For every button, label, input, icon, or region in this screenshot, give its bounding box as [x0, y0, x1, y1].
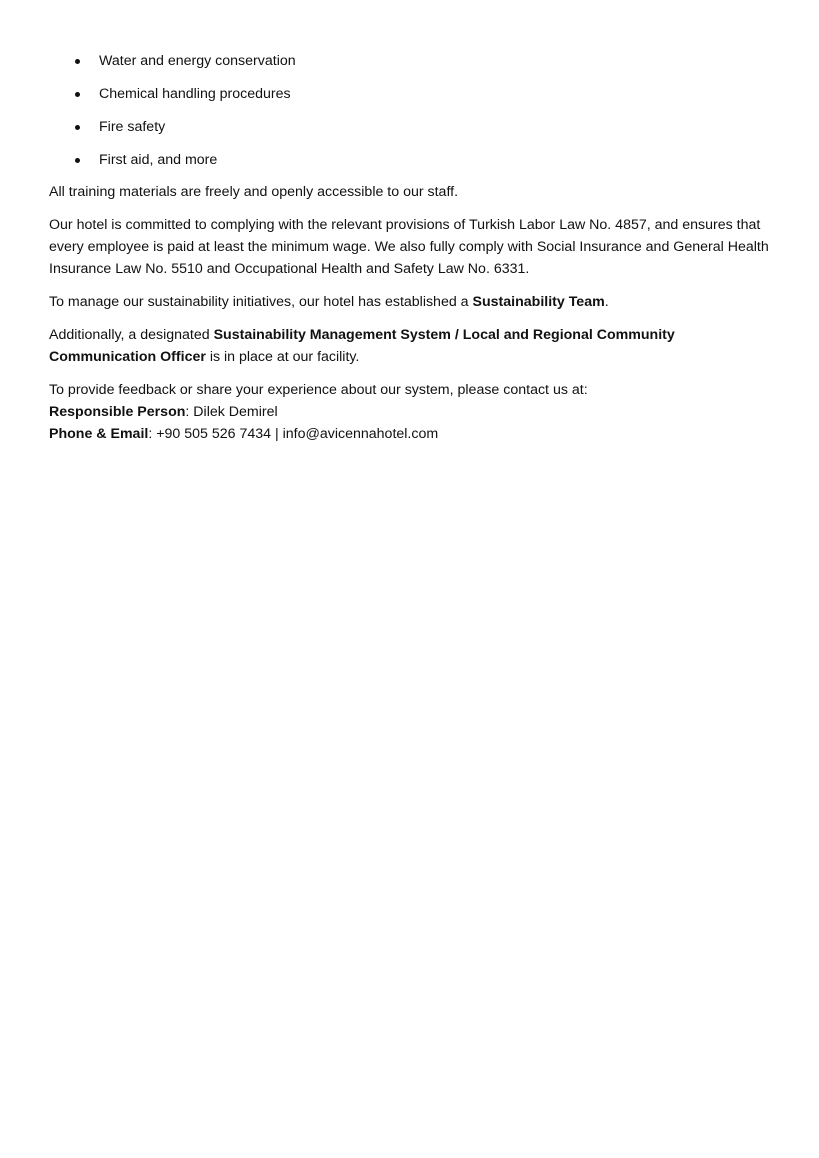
officer-text-suffix: is in place at our facility. [205, 349, 360, 365]
list-item [49, 83, 779, 105]
bullet-icon [75, 92, 80, 97]
team-text-prefix: To manage our sustainability initiatives, our hotel has established a [49, 294, 473, 310]
responsible-person-value: : Dilek Demirel [185, 404, 278, 420]
phone-email-label: Phone & Email [49, 426, 149, 442]
list-item-text: First aid, and more [99, 152, 218, 168]
training-paragraph: All training materials are freely and openly accessible to our staff. [49, 184, 459, 200]
list-item [49, 50, 779, 72]
document-page [49, 50, 779, 445]
responsible-person-label: Responsible Person [49, 404, 186, 420]
phone-email-value: : +90 505 526 7434 | info@avicennahotel.com [148, 426, 439, 442]
team-name: Sustainability Team [472, 294, 605, 310]
bullet-icon [75, 158, 80, 163]
bullet-icon [75, 59, 80, 64]
list-item-text: Chemical handling procedures [99, 86, 291, 102]
contact-intro: To provide feedback or share your experience about our system, please contact us at: [49, 382, 588, 398]
training-topics-list [49, 50, 779, 171]
officer-title: Sustainability Management System / Local and Regional Community Communication Officer [49, 327, 675, 365]
responsible-person-line [49, 401, 779, 423]
officer-paragraph [49, 324, 779, 368]
list-item [49, 116, 779, 138]
contact-block [49, 379, 779, 445]
bullet-icon [75, 125, 80, 130]
phone-email-line [49, 423, 779, 445]
list-item-text: Water and energy conservation [99, 53, 296, 69]
officer-text-prefix: Additionally, a designated [49, 327, 214, 343]
labor-law-paragraph: Our hotel is committed to complying with the relevant provisions of Turkish Labor Law No. 4857, and ensures that every employee is paid at least the minimum wage. We also fully comply with Social Insurance and General Health Insurance Law No. 5510 and Occupational Health and Safety Law No. 6331. [49, 217, 769, 277]
list-item-text: Fire safety [99, 119, 166, 135]
sustainability-team-paragraph [49, 291, 779, 313]
list-item [49, 149, 779, 171]
team-text-suffix: . [604, 294, 609, 310]
